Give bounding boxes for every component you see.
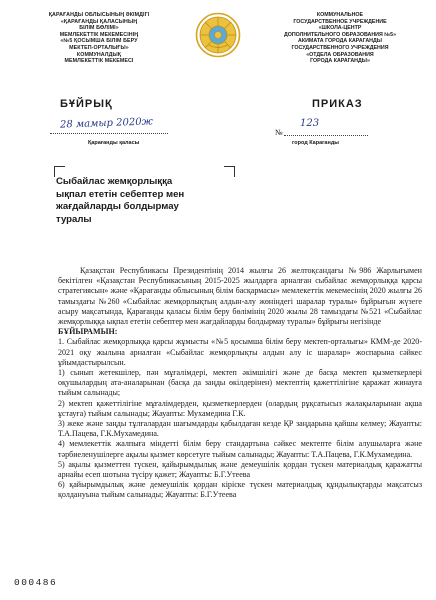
header-line: «№5 ҚОСЫМША БІЛІМ БЕРУ	[60, 38, 138, 45]
order-word: БҰЙЫРАМЫН:	[58, 327, 118, 337]
subject-line: ықпал ететін себептер мен	[56, 188, 185, 200]
document-title-russian: ПРИКАЗ	[312, 98, 363, 110]
header-line: ГОСУДАРСТВЕННОЕ УЧРЕЖДЕНИЕ	[293, 18, 387, 25]
subject-line: туралы	[56, 213, 92, 225]
order-subject	[56, 176, 236, 226]
header-line: ҚАРАҒАНДЫ ОБЛЫСЫНЫҢ ӘКІМДІГІ	[48, 12, 150, 18]
header-line: «ШКОЛА-ЦЕНТР	[318, 25, 362, 32]
header-line: МЕКТЕП-ОРТАЛЫҒЫ»	[69, 44, 129, 51]
order-item: 1) сынып жетекшілер, пән мұғалімдері, мектеп әкімшілігі және де басқа мектеп қызметкерлері оқушылардың ата-аналарынан (басқа да заңды өкілдерінен) мектептің қажеттілігіне қаражат жинауға тыйым салынады;	[58, 368, 422, 398]
kazakhstan-state-emblem-icon	[195, 12, 241, 58]
header-line: «ҚАРАҒАНДЫ ҚАЛАСЫНЫҢ	[60, 18, 138, 25]
handwritten-date: 28 мамыр 2020ж	[59, 116, 154, 131]
header-line: БІЛІМ БӨЛІМІ»	[79, 25, 119, 32]
header-line: «ОТДЕЛА ОБРАЗОВАНИЯ	[306, 51, 374, 58]
number-underline	[284, 135, 368, 136]
order-item: 4) мемлекеттік жалпыға міндетті білім беру стандартына сәйкес мектепте білім алушыларға және тәрбиеленушілерге ақылы қызмет көрсетуге тыйым салынады; Жауапты: Т.А.Пацева, Г.К.Мухамедина.	[58, 439, 422, 459]
header-line: КОММУНАЛЬНОЕ	[316, 12, 364, 18]
header-line: МЕМЛЕКЕТТІК МЕКЕМЕСІ	[64, 58, 134, 65]
handwritten-number: 123	[300, 118, 320, 129]
order-item: 5) ақылы қызметтен түскен, қайырымдылық және демеушілік қордан түскен материалдық қаражатты арнайы есеп шотына түсіру қажет; Жауапты: Б.Г.Утеева	[58, 459, 422, 480]
number-label: №	[275, 128, 283, 137]
header-line: ГОРОДА КАРАГАНДЫ»	[310, 58, 370, 65]
city-russian: город Караганды	[292, 140, 340, 146]
header-line: МЕМЛЕКЕТТІК МЕКЕМЕСІНІҢ	[59, 31, 139, 38]
order-item: 3) жеке және заңды тұлғалардан шағымдарды қабылдаған кезде ҚР заңдарына қайшы келмеу; Жауапты: Т.А.Пацева, Г.К.Мухамедина.	[58, 419, 422, 439]
header-org-russian	[256, 12, 424, 65]
city-kazakh: Қарағанды қаласы	[88, 140, 140, 146]
document-title-kazakh: БҰЙРЫҚ	[60, 98, 113, 110]
form-serial-number: 000486	[14, 577, 58, 588]
header-line: ГОСУДАРСТВЕННОГО УЧРЕЖДЕНИЯ	[291, 44, 389, 51]
header-line: КОММУНАЛДЫҚ	[76, 51, 122, 58]
order-body	[58, 266, 422, 501]
header-line: АКИМАТА ГОРОДА КАРАГАНДЫ	[298, 38, 382, 45]
subject-line: Сыбайлас жемқорлыққа	[56, 176, 173, 187]
order-item: 6) қайырымдылық және демеушілік қордан кіріске түскен материалдық құндылықтарды мақсатсыз қолдануына тыйым салынады; Жауапты: Б.Г.Утеева	[58, 480, 422, 500]
order-item: 1. Сыбайлас жемқорлыққа қарсы жұмысты «№5 қосымша білім беру мектеп-орталығы» КММ-де 2020-2021 оқу жылына арналған «Сыбайлас жемқорлықты алдын алу іс шаралар» жоспарына сәйкес ұйымдастырылсын.	[58, 337, 422, 367]
header-org-kazakh	[14, 12, 184, 65]
intro-paragraph: Қазақстан Республикасы Президентінің 2014 жылғы 26 желтоқсандағы №986 Жарлығымен бекітілген «Қазақстан Республикасының 2015-2025 жылдарға арналған сыбайлас жемқорлыққа қарсы стратегиясын» және «Қарағанды облысының білім басқармасы» мемлекеттік мекемесінің 2020 жылғы 26 тамыздағы №260 «Сыбайлас жемқорлықтың алдын-алу жөніндегі шаралар туралы» бұйрығын жүзеге асыру мақсатында, Қарағанды қаласы білім беру бөлімінің 2020 жылы 28 тамыздағы №521 «Сыбайлас жемқорлыққа ықпал ететін себептер мен жағдайларды болдырмау туралы» бұйрығы негізінде	[58, 266, 422, 327]
subject-line: жағдайларды болдырмау	[56, 201, 179, 213]
header-line: ДОПОЛНИТЕЛЬНОГО ОБРАЗОВАНИЯ №5»	[283, 31, 397, 38]
order-item: 2) мектеп қажеттілігіне мұғалімдерден, қызметкерлерден (олардың рұқсатысыз жалақыларынан ақша ұстауға) тыйым салынады; Жауапты: Мухамедина Г.К.	[58, 398, 422, 418]
date-underline	[50, 133, 168, 134]
